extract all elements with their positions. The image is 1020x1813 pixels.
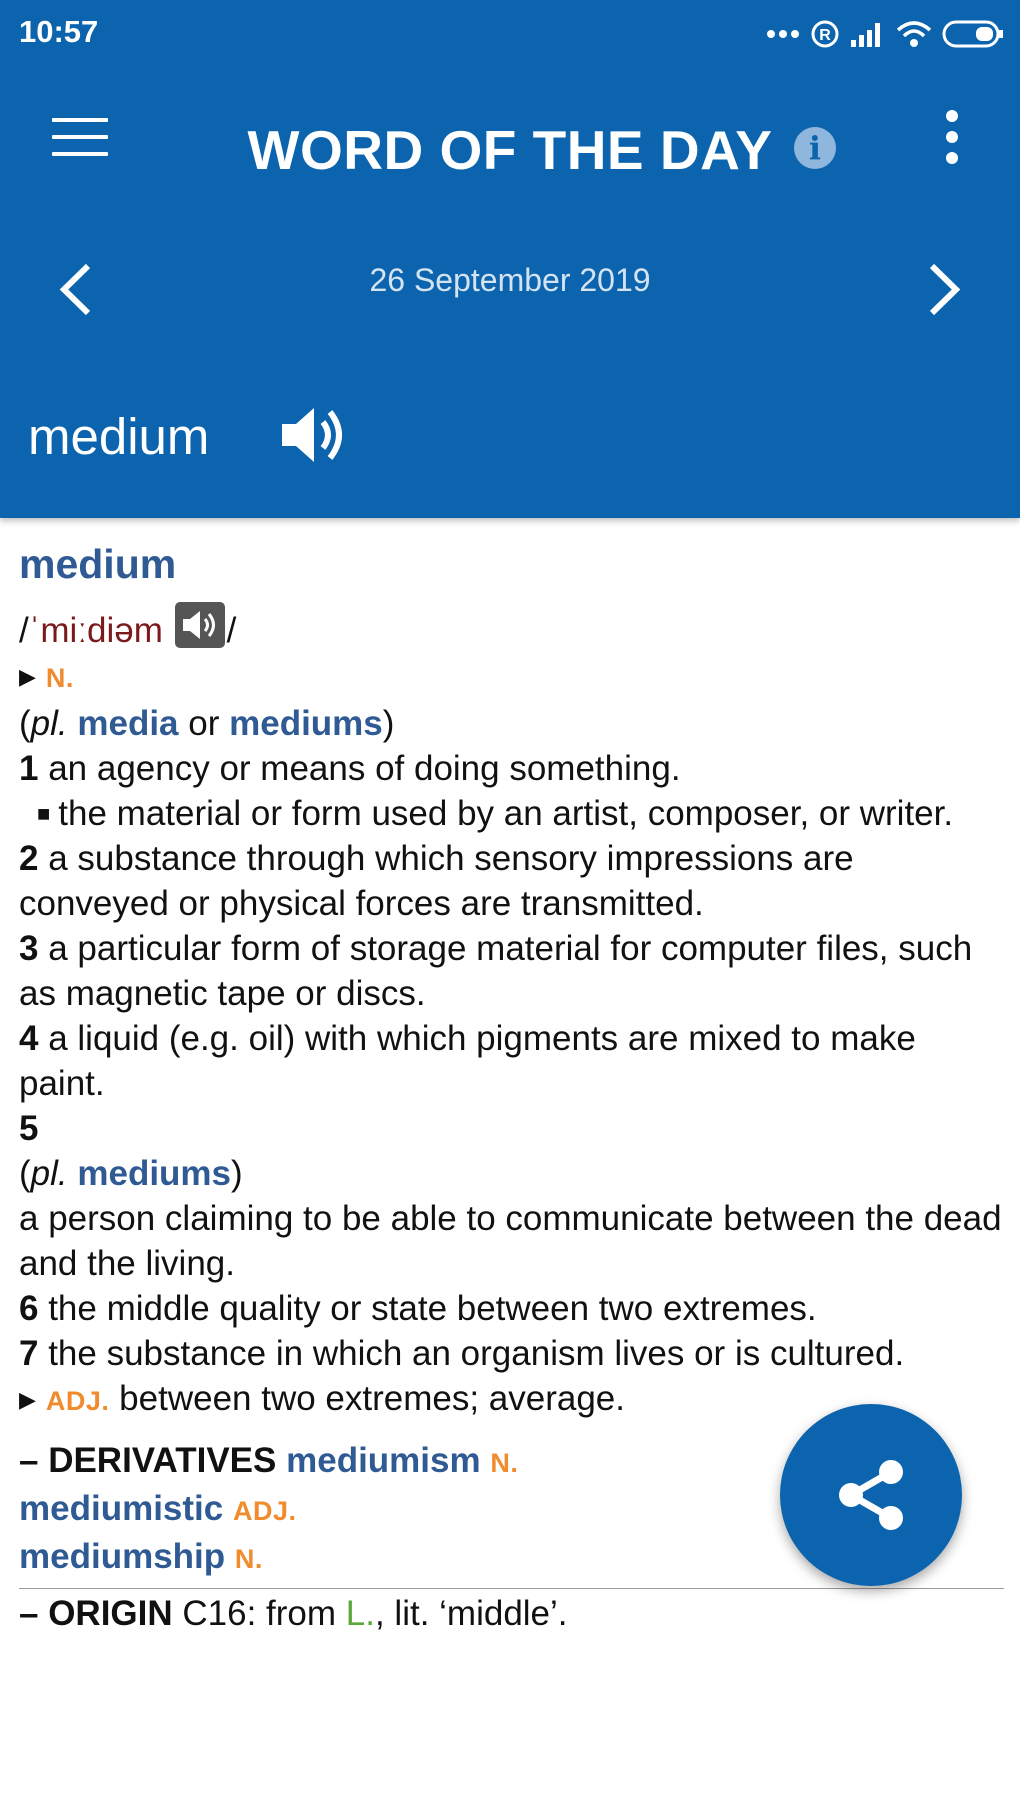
more-dots-icon <box>766 29 800 39</box>
sense-text: a particular form of storage material for computer files, such as magnetic tape or discs. <box>19 929 973 1013</box>
paren: ( <box>19 704 31 743</box>
origin-language: L. <box>345 1594 375 1633</box>
paren: ) <box>231 1154 243 1193</box>
origin-text: , lit. ‘middle’. <box>374 1594 568 1633</box>
pronunciation <box>19 602 1004 653</box>
sense-6 <box>19 1286 1004 1331</box>
origin-label: – ORIGIN <box>19 1594 173 1633</box>
sense-text: a liquid (e.g. oil) with which pigments are mixed to make paint. <box>19 1019 916 1103</box>
speaker-icon <box>181 608 219 642</box>
sense-text: an agency or means of doing something. <box>48 749 681 788</box>
sense-2 <box>19 836 1004 926</box>
plural-abbrev: pl. <box>30 704 68 743</box>
derivative-pos: N. <box>490 1448 519 1478</box>
origin <box>19 1591 1004 1636</box>
plural-form-link[interactable]: mediums <box>77 1154 232 1193</box>
triangle-icon: ▶ <box>19 664 36 689</box>
pos-noun: N. <box>45 663 74 693</box>
sense-7 <box>19 1331 1004 1376</box>
play-pronunciation-button[interactable] <box>175 602 225 648</box>
derivative-pos: ADJ. <box>232 1496 297 1526</box>
battery-icon <box>942 19 1004 49</box>
paren: ) <box>382 704 395 743</box>
sub-sense <box>19 791 1004 836</box>
plural-forms <box>19 701 1004 746</box>
sense-text: the material or form used by an artist, composer, or writer. <box>58 794 954 833</box>
wifi-icon <box>896 20 932 48</box>
sense-5-plural <box>19 1151 1004 1196</box>
status-icons <box>766 16 1004 52</box>
app-header <box>0 0 1020 518</box>
registered-icon <box>810 19 840 49</box>
header-word: medium <box>28 408 210 465</box>
status-bar <box>0 0 1020 70</box>
sense-number: 7 <box>19 1334 39 1373</box>
plural-abbrev: pl. <box>30 1154 68 1193</box>
plural-form-link[interactable]: media <box>77 704 179 743</box>
pron-slash: / <box>19 611 29 650</box>
paren: ( <box>19 1154 31 1193</box>
sense-number: 1 <box>19 749 39 788</box>
origin-text: C16: from <box>182 1594 337 1633</box>
sense-text: the middle quality or state between two extremes. <box>48 1289 817 1328</box>
sense-text: a substance through which sensory impressions are conveyed or physical forces are transmitted. <box>19 839 854 923</box>
derivatives-label: – DERIVATIVES <box>19 1441 277 1480</box>
plural-form-link[interactable]: mediums <box>229 704 383 743</box>
sense-number: 3 <box>19 929 39 968</box>
sense-5-text: a person claiming to be able to communicate between the dead and the living. <box>19 1199 1002 1283</box>
pos-adj: ADJ. <box>45 1386 110 1416</box>
derivative-link[interactable]: mediumship <box>19 1537 226 1576</box>
more-vert-icon-dot <box>946 110 958 122</box>
share-button[interactable] <box>780 1404 962 1586</box>
derivative-link[interactable]: mediumistic <box>19 1489 224 1528</box>
more-options-button[interactable] <box>940 110 964 170</box>
info-icon[interactable]: i <box>794 127 836 169</box>
sense-text: the substance in which an organism lives or is cultured. <box>48 1334 905 1373</box>
page-title: WORD OF THE DAY <box>247 119 773 181</box>
speaker-icon[interactable] <box>278 400 348 470</box>
pronunciation-text: ˈmiːdiəm <box>28 611 163 650</box>
derivative-link[interactable]: mediumism <box>286 1441 481 1480</box>
sense-number: 5 <box>19 1109 39 1148</box>
signal-icon <box>850 20 886 48</box>
pos-line <box>19 653 1004 701</box>
sense-4 <box>19 1016 1004 1106</box>
derivative-pos: N. <box>234 1544 263 1574</box>
more-vert-icon-dot <box>946 131 958 143</box>
pron-slash: / <box>226 611 237 650</box>
svg-text:R: R <box>819 27 831 44</box>
chevron-right-icon[interactable] <box>924 262 964 317</box>
status-time: 10:57 <box>19 14 99 49</box>
entry-headword: medium <box>19 541 177 587</box>
sense-5 <box>19 1106 1004 1151</box>
more-vert-icon-dot <box>946 152 958 164</box>
sense-3 <box>19 926 1004 1016</box>
sense-1 <box>19 746 1004 791</box>
share-icon <box>831 1455 911 1535</box>
date-label: 26 September 2019 <box>369 262 651 298</box>
triangle-icon: ▶ <box>19 1387 36 1412</box>
divider <box>19 1588 1004 1589</box>
sense-number: 6 <box>19 1289 39 1328</box>
sense-number: 2 <box>19 839 39 878</box>
plural-or: or <box>188 704 220 743</box>
bullet-icon: ■ <box>37 801 51 826</box>
sense-text: between two extremes; average. <box>119 1379 625 1418</box>
sense-number: 4 <box>19 1019 39 1058</box>
